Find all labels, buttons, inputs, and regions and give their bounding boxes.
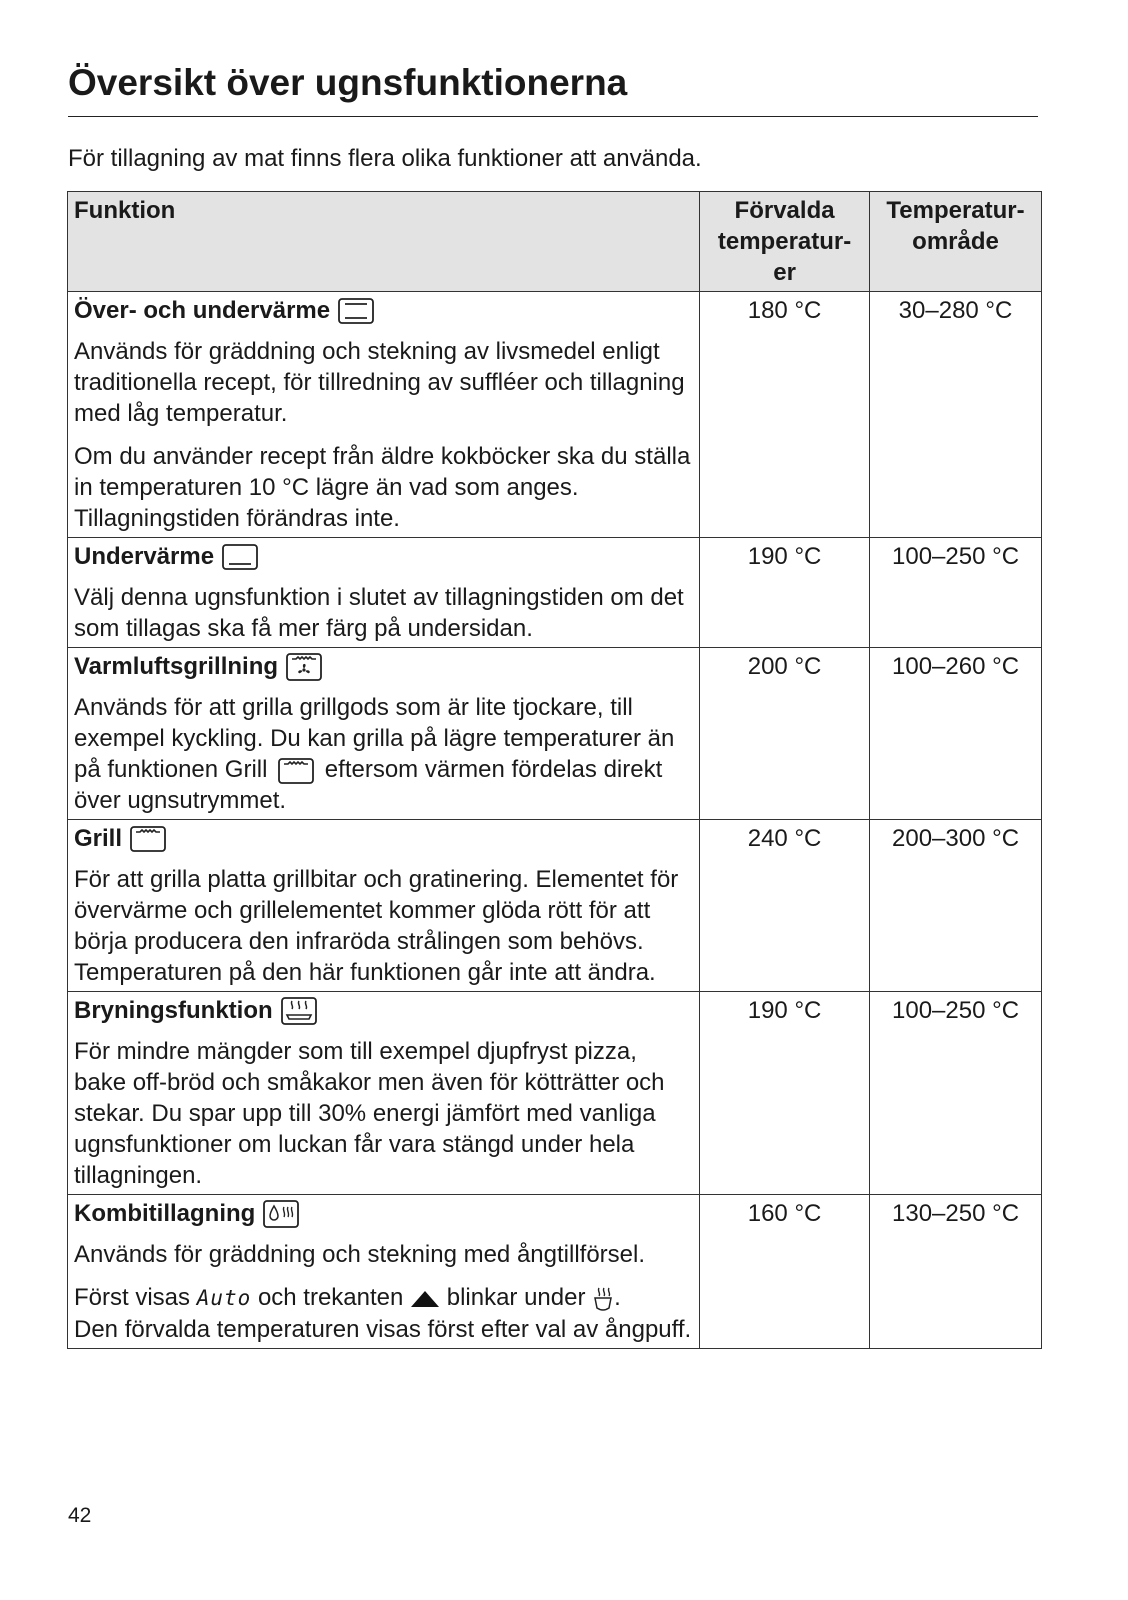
grill-icon: [130, 826, 166, 852]
intro-text: För tillagning av mat finns flera olika funktioner att använda.: [68, 145, 702, 172]
temperature-range: 130–250 °C: [870, 1195, 1042, 1349]
function-name: Över- och undervärme: [74, 297, 331, 324]
preset-temperature: 240 °C: [700, 820, 870, 992]
function-name: Bryningsfunktion: [74, 997, 273, 1024]
table-row: [68, 820, 1042, 992]
table-row: [68, 992, 1042, 1195]
table-row: [68, 1195, 1042, 1349]
combi-steam-icon: [263, 1200, 299, 1228]
function-cell: [68, 820, 700, 992]
function-name: Undervärme: [74, 543, 215, 570]
function-note: Om du använder recept från äldre kokböcker ska du ställa in temperaturen 10 °C lägre än vad som anges. Tillagningstiden förändras inte.: [74, 443, 691, 532]
temperature-range: 200–300 °C: [870, 820, 1042, 992]
function-cell: [68, 292, 700, 538]
function-cell: [68, 1195, 700, 1349]
preset-temperature: 190 °C: [700, 992, 870, 1195]
auto-display-text: Auto: [196, 1286, 252, 1310]
function-cell: [68, 992, 700, 1195]
function-description: Används för att grilla grillgods som är lite tjockare, till exempel kyckling. Du kan grilla på lägre temperaturer än på funktionen Grill eftersom värmen fördelas direkt över ugnsutrymmet.: [74, 694, 675, 814]
fan-grill-icon: [286, 653, 322, 681]
page-title: Översikt över ugnsfunktionerna: [68, 62, 628, 103]
table-row: [68, 648, 1042, 820]
function-description: För mindre mängder som till exempel djupfryst pizza, bake off-bröd och småkakor men även för kötträtter och stekar. Du spar upp till 30% energi jämfört med vanliga ugnsfunktioner om luckan får vara stängd under hela tillagningen.: [74, 1038, 665, 1189]
function-description: Används för gräddning och stekning av livsmedel enligt traditionella recept, för tillredning av suffléer och tillagning med låg temperatur.: [74, 338, 685, 427]
temperature-range: 100–250 °C: [870, 538, 1042, 648]
preset-temperature: 160 °C: [700, 1195, 870, 1349]
oven-functions-table: [67, 191, 1042, 1349]
function-description: Välj denna ugnsfunktion i slutet av tillagningstiden om det som tillagas ska få mer färg på undersidan.: [74, 584, 684, 642]
function-cell: [68, 538, 700, 648]
function-description: Används för gräddning och stekning med ångtillförsel.: [74, 1241, 646, 1268]
function-name: Varmluftsgrillning: [74, 653, 279, 680]
preset-temperature: 180 °C: [700, 292, 870, 538]
function-name: Kombitillagning: [74, 1200, 256, 1227]
function-name: Grill: [74, 825, 123, 852]
function-description: För att grilla platta grillbitar och gratinering. Elementet för övervärme och grillelementet kommer glöda rött för att börja producera den infraröda strålingen som behövs. Temperaturen på den här funktionen går inte att ändra.: [74, 866, 679, 986]
preset-temperature: 190 °C: [700, 538, 870, 648]
page-number: 42: [68, 1504, 92, 1527]
header-temperature-range: Temperatur- område: [870, 192, 1042, 292]
top-bottom-heat-icon: [338, 298, 374, 324]
triangle-icon: [410, 1289, 440, 1309]
bottom-heat-icon: [222, 544, 258, 570]
function-note: Först visas Auto och trekanten blinkar under . Den förvalda temperaturen visas först efter val av ångpuff.: [74, 1284, 692, 1343]
header-preset-temperature: Förvalda temperatur- er: [700, 192, 870, 292]
temperature-range: 100–250 °C: [870, 992, 1042, 1195]
grill-icon: [278, 758, 314, 784]
browning-icon: [281, 997, 317, 1025]
preset-temperature: 200 °C: [700, 648, 870, 820]
function-cell: [68, 648, 700, 820]
steam-puff-icon: [592, 1286, 614, 1312]
table-header-row: [68, 192, 1042, 292]
temperature-range: 100–260 °C: [870, 648, 1042, 820]
table-row: [68, 538, 1042, 648]
table-row: [68, 292, 1042, 538]
temperature-range: 30–280 °C: [870, 292, 1042, 538]
header-function: Funktion: [68, 192, 700, 292]
title-rule: [68, 116, 1038, 117]
